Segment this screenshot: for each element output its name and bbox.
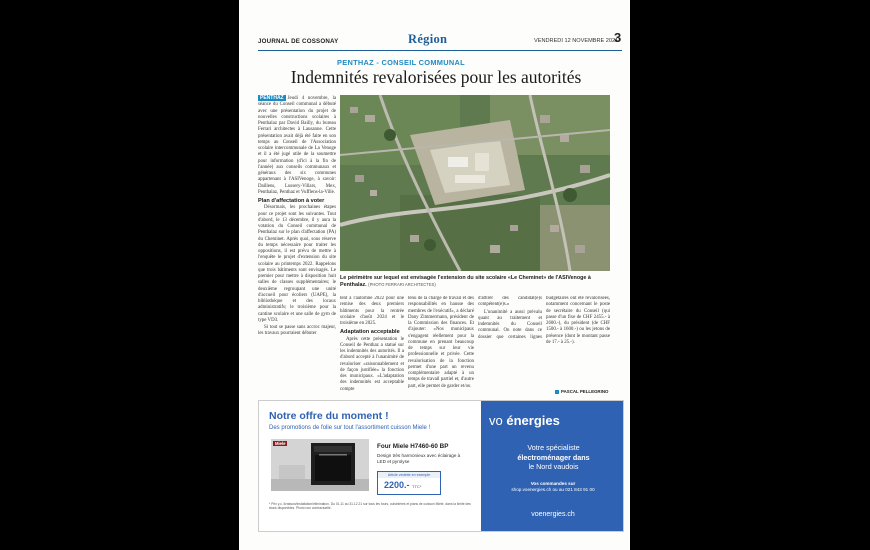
miele-brand-tag: Miele	[275, 441, 286, 446]
intro-paragraph	[258, 95, 336, 196]
body-paragraph-end: Si tout se passe sans accroc majeur, les travaux pourraient débuter	[258, 325, 336, 337]
oven-image	[271, 439, 369, 491]
article-headline: Indemnités revalorisées pour les autorités	[290, 67, 582, 87]
ad-orders	[487, 481, 619, 493]
byline	[555, 389, 608, 394]
subhead-adaptation: Adaptation acceptable	[340, 329, 400, 336]
body-paragraph: tenu de la charge de travail et des responsabilités en hausse des membres de l'exécutif», a déclaré Dany Zimmermann, président de la Commission des finances. Et d'ajouter: «Nos municipaux s'engagent réellement pour la commune en prenant beaucoup de temps sur leur vie professionnelle et privée. Cette revalorisation de la fonction permet d'une part un revenu complémentaire adapté à un temps de travail partiel et, d'autre part, elle permet de garder et/ou	[408, 296, 474, 389]
location-tag: PENTHAZ	[260, 95, 284, 101]
ad-title: Notre offre du moment !	[269, 410, 389, 422]
price-amount: 2200.-	[384, 480, 410, 490]
aerial-photo	[340, 95, 610, 271]
orders-label: Vos commandes sur	[530, 481, 576, 486]
oven-icon	[271, 439, 369, 491]
advertisement[interactable]	[258, 400, 624, 532]
price-label: Article vedette en exemple	[378, 472, 440, 478]
logo-prefix: vo	[489, 413, 503, 428]
byline-author: PASCAL PELLEGRINO	[561, 389, 609, 394]
photo-caption	[340, 275, 610, 288]
body-paragraph: d'attirer des candidat(e)s compétent(e)s.»	[478, 296, 542, 308]
intro-text: Jeudi 4 novembre, la séance du Conseil communal a débuté avec une présentation du projet de nouvelles constructions scolaires à Penthalaz par David Bailly, du bureau Ferrari architectes à Lausanne. Cette présentation avait déjà été faite en son temps au Conseil de l'Association scolaire intercommunale de La Venoge et il a été jugé utile de la soumettre pour information (d'ici à la fin de l'année) aux conseils communaux et généraux des six communes appartenant à l'ASIVenoge, à savoir: Daillens, Lussery-Villars, Mex, Penthalaz, Penthaz et Vufflens-la-Ville.	[258, 96, 336, 195]
body-paragraph: tent à l'automne 2022 pour une remise des deux premiers bâtiments pour la rentrée scolaire d'août 2024 et le troisième en 2025.	[340, 296, 404, 326]
publication-name: JOURNAL DE COSSONAY	[258, 38, 339, 45]
slogan-line-2: électroménager dans	[517, 452, 590, 462]
body-paragraph: Après cette présentation le Conseil de Penthaz a statué sur les indemnités des autorités. Il a d'abord accepté à l'unanimité de revaloriser «raisonnablement et de façon justifiée» la fonction des municipaux. «L'adaptation des indemnités est acceptable compte	[340, 336, 404, 392]
ad-fine-print: * Prix y.c. livraison/installation/élimination. Du 01.11 au 31.12.21 sur tous les fours, cuisinières et plans de cuisson Miele, dans la limite des stock disponibles. Photo non contractuelle.	[269, 502, 471, 511]
byline-square-icon	[555, 390, 559, 394]
article-column-2	[340, 296, 404, 398]
ad-website-link[interactable]: voenergies.ch	[531, 511, 575, 518]
product-name: Four Miele H7460-60 BP	[377, 443, 449, 450]
photo-credit: (PHOTO FERRARI ARCHITECTES)	[368, 281, 436, 287]
orders-info[interactable]: shop.voenergies.ch ou au 021 843 91 00	[511, 487, 595, 492]
body-paragraph: L'unanimité a aussi prévalu quant au traitement et indemnités du Conseil communal. On note dans ce dossier que certaines lignes budgétaires ont été revalorisées, notamment concernant le poste de secrétaire du Conseil (qui passe d'un fixe de CHF 2455.- à 2600.-), du président (de CHF 1500.- à 1600.-) ou les jetons de présence (dont le montant passe de 17.- à 25.-).	[478, 296, 610, 345]
voenergies-logo	[489, 413, 560, 428]
ad-offer-panel	[259, 401, 481, 531]
aerial-photo-graphic	[340, 95, 610, 271]
slogan-line-1: Votre spécialiste	[527, 443, 580, 452]
caption-text: Le périmètre sur lequel est envisagée l'extension du site scolaire «Le Cheminet» de l'ASIVenoge à Penthalaz.	[340, 275, 591, 288]
article-column-4	[478, 296, 610, 388]
ad-slogan	[491, 443, 616, 472]
article-column-1	[258, 95, 336, 400]
product-description: Design très harmonieux avec éclairage à LED et pyrolyse	[377, 453, 461, 464]
page-number: 3	[614, 30, 622, 45]
logo-main: énergies	[506, 413, 560, 428]
ad-brand-panel	[481, 401, 623, 531]
section-title: Région	[408, 32, 448, 46]
article-column-3	[408, 296, 474, 398]
slogan-line-3: le Nord vaudois	[528, 462, 579, 471]
price-box	[377, 471, 441, 495]
page-header	[258, 30, 622, 51]
issue-date: VENDREDI 12 NOVEMBRE 2021	[534, 38, 619, 44]
price-suffix: TTC*	[412, 484, 422, 489]
price-value	[384, 480, 421, 490]
ad-subtitle: Des promotions de folie sur tout l'assortiment cuisson Miele !	[269, 425, 431, 431]
subhead-plan: Plan d'affectation à voter	[258, 198, 325, 204]
newspaper-page	[239, 0, 630, 550]
article-kicker: PENTHAZ - CONSEIL COMMUNAL	[337, 58, 465, 67]
body-paragraph: Désormais, les prochaines étapes pour ce projet sont les suivantes. Tout d'abord, le 13 décembre, il y aura la votation du Conseil communal de Penthalaz sur le plan d'affectation (PA) du Cheminet. Après quoi, sous réserve du temps nécessaire pour traiter les oppositions, il est prévu de mettre à l'enquête le projet d'extension du site scolaire au printemps 2022. Rappelons que trois bâtiments sont envisagés. Le premier pour mettre à disposition huit salles de classes supplémentaires; le deuxième regroupant une unité d'accueil pour écoliers (UAPE), la bibliothèque et des locaux administratifs; le troisième pour la cantine scolaire et une salle de gym de type VD3.	[258, 205, 336, 323]
